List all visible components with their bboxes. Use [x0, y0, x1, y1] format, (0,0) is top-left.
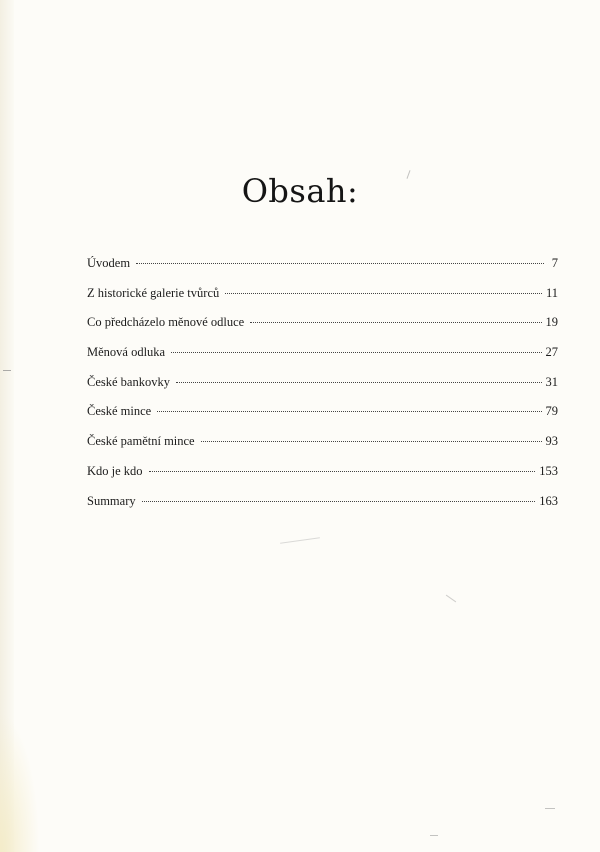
scan-mark: [3, 370, 11, 371]
toc-entry-title: České bankovky: [87, 374, 170, 389]
toc-entry-title: Úvodem: [87, 256, 131, 270]
toc-entry[interactable]: [87, 343, 558, 373]
toc-entry-page: 7: [551, 256, 558, 270]
scan-mark: [545, 808, 555, 809]
toc-entry-page: 93: [545, 434, 558, 449]
toc-entry-title: Summary: [87, 493, 136, 508]
toc-entry[interactable]: [87, 313, 558, 343]
toc-entry-title: Z historické galerie tvůrců: [87, 285, 220, 300]
dot-leader: [250, 321, 541, 323]
dot-leader: [201, 440, 542, 442]
toc-entry[interactable]: [87, 432, 558, 462]
dot-leader: [225, 292, 542, 294]
scan-mark: [280, 537, 320, 544]
dot-leader: [149, 470, 536, 472]
toc-entry[interactable]: [87, 402, 558, 432]
toc-entry-page: 27: [545, 345, 558, 360]
dot-leader: [142, 500, 536, 502]
toc-entry-page: 153: [539, 463, 558, 478]
toc-entry-page: 31: [545, 374, 558, 389]
toc-entry[interactable]: [87, 462, 558, 492]
toc-entry-title: Kdo je kdo: [87, 463, 143, 478]
toc-entry-page: 11: [545, 285, 558, 300]
dot-leader: [176, 381, 542, 383]
toc-entry-page: 163: [539, 493, 558, 508]
table-of-contents: [87, 254, 558, 521]
toc-entry-title: České pamětní mince: [87, 434, 195, 449]
toc-entry[interactable]: [87, 373, 558, 403]
toc-entry-page: 79: [545, 404, 558, 419]
page-title: Obsah:: [241, 172, 359, 210]
toc-entry-title: Co předcházelo měnové odluce: [87, 315, 245, 330]
toc-entry-title: České mince: [87, 404, 152, 419]
dot-leader: [157, 410, 541, 412]
page-stain: [0, 712, 40, 852]
toc-entry[interactable]: [87, 254, 558, 284]
scan-mark: [430, 835, 438, 836]
dot-leader: [171, 351, 541, 353]
toc-entry-page: 19: [545, 315, 558, 330]
toc-entry[interactable]: [87, 284, 558, 314]
scan-mark: [446, 595, 456, 603]
dot-leader: [136, 262, 544, 264]
toc-entry[interactable]: [87, 492, 558, 522]
toc-entry-title: Měnová odluka: [87, 345, 166, 360]
